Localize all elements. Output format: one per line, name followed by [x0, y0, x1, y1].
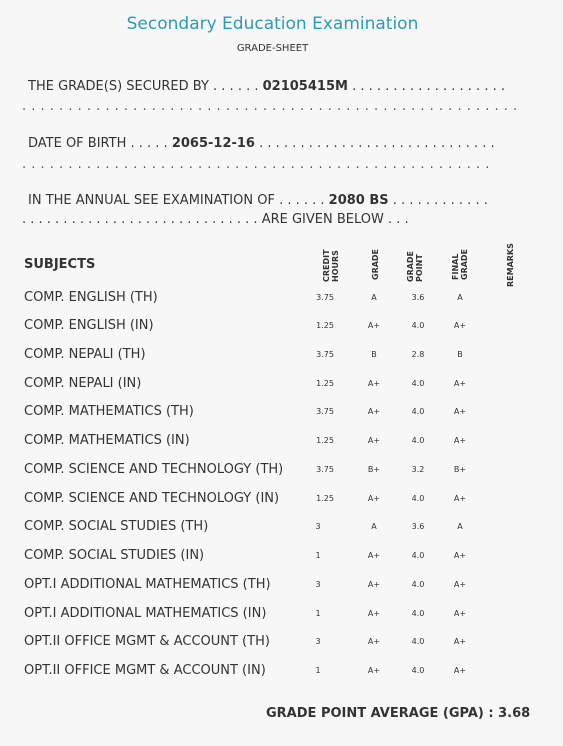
- table-row: [0, 347, 563, 367]
- grade-point: 4.0: [411, 637, 425, 646]
- grade: A+: [367, 637, 381, 646]
- subject-name: COMP. MATHEMATICS (TH): [24, 404, 194, 419]
- grade: A+: [367, 407, 381, 416]
- grade: B+: [367, 465, 381, 474]
- grade: A+: [367, 321, 381, 330]
- credit-hours: 3.75: [316, 293, 334, 302]
- grade-point: 4.0: [411, 580, 425, 589]
- subject-name: OPT.II OFFICE MGMT & ACCOUNT (TH): [24, 634, 270, 649]
- secured-by-label: THE GRADE(S) SECURED BY: [28, 79, 209, 94]
- given-below-line: . . . . . . . . . . . . . . . . . . . . . . . . . . . . . ARE GIVEN BELOW . . .: [22, 212, 409, 227]
- symbol-number: 02105415M: [262, 79, 348, 94]
- final-grade: A+: [453, 666, 467, 675]
- subject-name: COMP. SOCIAL STUDIES (TH): [24, 519, 209, 534]
- final-grade: B: [457, 350, 463, 359]
- secured-by-line: THE GRADE(S) SECURED BY . . . . . . 02105415M . . . . . . . . . . . . . . . . . . .: [28, 79, 505, 94]
- subject-name: COMP. MATHEMATICS (IN): [24, 433, 190, 448]
- table-row: [0, 519, 563, 539]
- final-grade: A+: [453, 580, 467, 589]
- final-grade: A: [457, 522, 463, 531]
- grade: A+: [367, 551, 381, 560]
- credit-hours: 3.75: [316, 407, 334, 416]
- dotted-line: . . . . . . . . . . . . . . . . . . . . . . . . . . . . . . . . . . . . . . . . . . . . . . . . . . . . . .: [22, 99, 518, 114]
- credit-hours: 1.25: [316, 436, 334, 445]
- grade-point: 4.0: [411, 407, 425, 416]
- subject-name: COMP. SCIENCE AND TECHNOLOGY (TH): [24, 462, 284, 477]
- dotted-line: . . . . . . . . . . . . . . . . . . . . . . . . . . . . . . . . . . . . . . . . . . . . . . . . . . .: [22, 157, 490, 172]
- exam-year: 2080 BS: [328, 193, 389, 208]
- gpa-value: 3.68: [498, 706, 531, 721]
- credit-hours: 1.25: [316, 321, 334, 330]
- final-grade: A+: [453, 551, 467, 560]
- subject-name: COMP. SCIENCE AND TECHNOLOGY (IN): [24, 491, 280, 506]
- table-row: [0, 491, 563, 511]
- final-grade-header: FINAL GRADE: [451, 248, 469, 280]
- subject-name: OPT.II OFFICE MGMT & ACCOUNT (IN): [24, 663, 266, 678]
- table-row: [0, 663, 563, 683]
- grade-point-header: GRADE POINT: [406, 250, 424, 282]
- credit-hours: 3: [315, 522, 321, 531]
- table-row: [0, 404, 563, 424]
- grade-point: 4.0: [411, 436, 425, 445]
- credit-hours: 3: [315, 637, 321, 646]
- gpa-line: [266, 706, 530, 721]
- subject-name: COMP. SOCIAL STUDIES (IN): [24, 548, 205, 563]
- grade-point: 4.0: [411, 551, 425, 560]
- grade-point: 3.6: [411, 293, 425, 302]
- grade-header: GRADE: [371, 248, 380, 280]
- table-row: [0, 290, 563, 310]
- grade: A+: [367, 379, 381, 388]
- table-row: [0, 376, 563, 396]
- grade-point: 4.0: [411, 609, 425, 618]
- subject-name: COMP. NEPALI (IN): [24, 376, 142, 391]
- grade-point: 4.0: [411, 666, 425, 675]
- grade-point: 4.0: [411, 494, 425, 503]
- grade-point: 4.0: [411, 321, 425, 330]
- credit-hours: 1: [315, 666, 321, 675]
- final-grade: A+: [453, 436, 467, 445]
- subject-name: OPT.I ADDITIONAL MATHEMATICS (IN): [24, 606, 267, 621]
- subject-name: COMP. NEPALI (TH): [24, 347, 146, 362]
- exam-label: IN THE ANNUAL SEE EXAMINATION OF: [28, 193, 275, 208]
- final-grade: A+: [453, 494, 467, 503]
- subject-name: COMP. ENGLISH (IN): [24, 318, 154, 333]
- table-row: [0, 548, 563, 568]
- grade: A+: [367, 666, 381, 675]
- subject-name: OPT.I ADDITIONAL MATHEMATICS (TH): [24, 577, 271, 592]
- grade-point: 4.0: [411, 379, 425, 388]
- final-grade: A+: [453, 637, 467, 646]
- grade-point: 3.6: [411, 522, 425, 531]
- table-row: [0, 433, 563, 453]
- given-below-label: ARE GIVEN BELOW: [261, 212, 384, 227]
- grade: B: [371, 350, 377, 359]
- credit-hours: 1: [315, 609, 321, 618]
- exam-title: Secondary Education Examination: [126, 14, 419, 34]
- grade: A+: [367, 494, 381, 503]
- grade-sheet-subtitle: GRADE-SHEET: [236, 43, 309, 54]
- dob-value: 2065-12-16: [171, 136, 255, 151]
- credit-hours: 3: [315, 580, 321, 589]
- grade: A+: [367, 609, 381, 618]
- credit-hours: 3.75: [316, 350, 334, 359]
- final-grade: A+: [453, 321, 467, 330]
- credit-hours: 1.25: [316, 494, 334, 503]
- subject-name: COMP. ENGLISH (TH): [24, 290, 158, 305]
- exam-line: IN THE ANNUAL SEE EXAMINATION OF . . . . . . 2080 BS . . . . . . . . . . . .: [28, 193, 488, 208]
- credit-hours: 1: [315, 551, 321, 560]
- final-grade: A+: [453, 609, 467, 618]
- grade-point: 3.2: [411, 465, 425, 474]
- grade: A+: [367, 580, 381, 589]
- final-grade: A: [457, 293, 463, 302]
- credit-hours: 1.25: [316, 379, 334, 388]
- final-grade: A+: [453, 379, 467, 388]
- dob-label: DATE OF BIRTH: [28, 136, 127, 151]
- remarks-header: REMARKS: [506, 243, 515, 287]
- credit-hours: 3.75: [316, 465, 334, 474]
- gpa-label: GRADE POINT AVERAGE (GPA) :: [266, 706, 494, 721]
- final-grade: A+: [453, 407, 467, 416]
- dob-line: DATE OF BIRTH . . . . . 2065-12-16 . . . . . . . . . . . . . . . . . . . . . . . . . . . . .: [28, 136, 495, 151]
- grade: A: [371, 522, 377, 531]
- table-row: [0, 577, 563, 597]
- grade: A: [371, 293, 377, 302]
- table-row: [0, 634, 563, 654]
- table-row: [0, 318, 563, 338]
- subjects-header: SUBJECTS: [24, 257, 96, 272]
- grade: A+: [367, 436, 381, 445]
- credit-hours-header: CREDIT HOURS: [322, 249, 340, 282]
- table-row: [0, 606, 563, 626]
- table-row: [0, 462, 563, 482]
- final-grade: B+: [453, 465, 467, 474]
- grade-point: 2.8: [411, 350, 425, 359]
